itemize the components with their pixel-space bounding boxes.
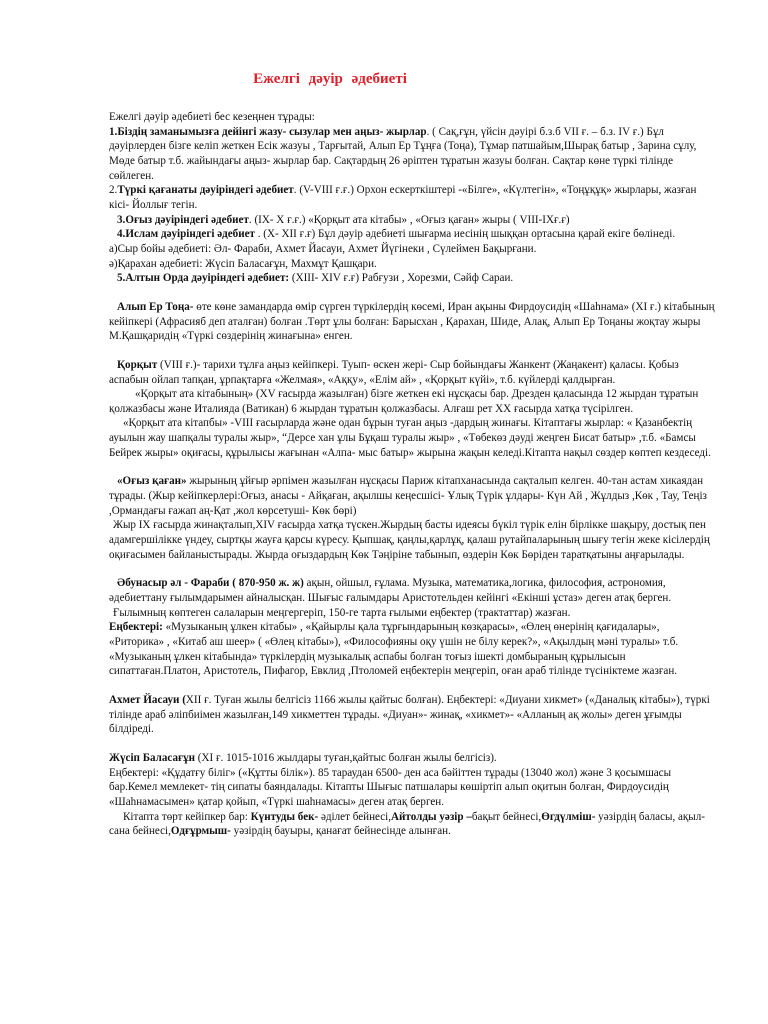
document-body [109,110,715,839]
period-5-heading: 5.Алтын Орда дәуіріндегі әдебиет: [117,272,290,285]
yasawi-paragraph: Ахмет Йасауи (XII ғ. Туған жылы белгісіз 1166 жылы қайтыс болған). Еңбектері: «Диуани хикмет» («Даналық кітабы»), түркі тілінде араб әліпбиімен жазылған,149 хикметтен тұрады. «Диуан»- жинақ, «хикмет»- «Алланың ақ жолы» деген ұғымды білдіреді. [109,693,710,736]
korkyt-paragraph: Қорқыт (VIII ғ.)- тарихи тұлға аңыз кейіпкері. Туып- өскен жері- Сыр бойындағы Жанкент (Жаңакент) қаласы. Қобыз аспабын ойлап тапқан, ұрпақтарға «Желмая», «Аққу», «Елім ай» , «Қорқыт күйі», т.б. күйлерді қалдырған. [109,358,679,386]
farabi-works-label: Еңбектері: [109,621,163,634]
balasagun-heading: Жүсіп Баласағұн [109,751,196,764]
farabi-works-paragraph: Еңбектері: «Музыканың ұлкен кітабы» , «Қайырлы қала тұрғындарының көзқарасы», «Өлең өнерінің қағидалары», «Риторика» , «Китаб аш шеер» ( «Өлең кітабы»), «Философияны оқу үшін не білу керек?», «Ақылдың мәні туралы» т.б. [109,621,679,648]
alyp-heading: Алып Ер Тоңа- [117,300,194,313]
period-1-heading: 1.Біздің заманымызға дейінгі жазу- сызулар мен аңыз- жырлар [109,125,427,138]
period-2-heading: Түркі қағанаты дәуіріндегі әдебиет [117,184,294,197]
korkyt-book-paragraph: «Қорқыт ата кітапбы» -VIII ғасырларда және одан бұрын туған аңыз -дардың жинағы. Кітаптағы жырлар: « Қазанбектің ауылын жау шапқалы туралы жыр», “Дерсе хан ұлы Бұқаш туралы жыр» , «Төбекөз дәуді жеңген Бисат батыр» ,т.б. «Бамсы Бейрек жыры» оқиғасы, құрылысы жағынан «Алпа- мыс батыр» жырына жақын келеді.Кітапта нақыл сөздер көптеп кездеседі. [109,417,711,459]
farabi-science-paragraph: Ғылымның көптеген салаларын меңгергеріп, 150-ге тарта ғылыми еңбектер (трактаттар) жазған. [113,606,571,619]
balasagun-works-paragraph: Еңбектері: «Құдатғу біліг» («Құтты білік»). 85 тараудан 6500- ден аса бәйіттен тұрады (13040 жол) және 3 қосымшасы бар.Кемел мемлекет- тің сипаты баяндалады. Кітапты Шығыс патшалары көшіртіп алып оқитын болған, Фирдоусидің «Шаһнамасымен» қатар қойып, «Түркі шаһнамасы» деген атақ берген. [109,766,672,808]
korkyt-heading: Қорқыт [117,358,158,371]
period-2-paragraph: 2.Түркі қағанаты дәуіріндегі әдебиет. (V-VIII ғ.ғ.) Орхон ескерткіштері -«Білге», «Күлтегін», «Тоңұқұқ» жырлары, жазған кісі- Йоллығ тегін. [109,184,697,211]
alyp-paragraph: Алып Ер Тоңа- өте көне замандарда өмір сүрген түркілердің көсемі, Иран ақыны Фирдоусидің «Шаһнама» (XI ғ.) кітабының кейіпкері (Афрасияб деп аталған) болған .Төрт ұлы болған: Барысхан , Қарахан, Шиде, Алақ, Алып Ер Тоңаны жоқтау жыры М.Қашқаридің «Түркі сөздерінің жинағына» енген. [109,300,715,343]
period-3-paragraph: 3.Оғыз дәуіріндегі әдебиет. (IX- X ғ.ғ.) «Қорқыт ата кітабы» , «Оғыз қаған» жыры ( VIII-IXғ.ғ) [117,213,570,226]
period-5-paragraph: 5.Алтын Орда дәуіріндегі әдебиет: (XIII- XIV ғ.ғ) Рабғузи , Хорезми, Сәйф Сараи. [117,272,514,285]
period-3-heading: 3.Оғыз дәуіріндегі әдебиет [117,213,249,226]
period-1-paragraph: 1.Біздің заманымызға дейінгі жазу- сызулар мен аңыз- жырлар. ( Сақ,ғұн, үйсін дәуірі б.з.б VII ғ. – б.з. IV ғ.) Бұл дәуірлерден бізге келіп жеткен Есік жазуы , Тарғытай, Алып Ер Тұңға (Тоңа), Тұмар патшайым,Шырақ батыр , Зарина сұлу, Мөде батыр т.б. жайындағы аңыз- жырлар бар. Сақтардың 26 әріптен тұратын жазуы болған. Сақтар көне түркі тілінде сөйлеген. [109,125,697,182]
period-4-sub-a: а)Сыр бойы әдебиеті: Әл- Фараби, Ахмет Йасауи, Ахмет Йүгінеки , Сүлеймен Бақырғани. [109,242,537,255]
period-4-heading: 4.Ислам дәуіріндегі әдебиет [117,228,255,241]
balasagun-characters-paragraph: Кітапта төрт кейіпкер бар: Күнтуды бек- әділет бейнесі,Айтолды уәзір –бақыт бейнесі,Өгдүлміш- уәзірдің баласы, ақыл- сана бейнесі,Одғұрмыш- уәзірдің бауыры, қанағат бейнесінде алынған. [109,810,705,838]
yasawi-heading: Ахмет Йасауи ( [109,693,186,706]
farabi-paragraph: Әбунасыр әл - Фараби ( 870-950 ж. ж) ақын, ойшыл, ғұлама. Музыка, математика,логика, философия, астрономия, әдебиеттану ғылымдарымен айналысқан. Шығыс ғалымдары Аристотельден кейінгі «Екінші ұстаз» деген атақ берген. [109,577,672,605]
farabi-heading: Әбунасыр әл - Фараби ( 870-950 ж. ж) [117,577,304,590]
intro-line: Ежелгі дәуір әдебиеті бес кезеңнен тұрады: [109,111,315,123]
oguz-paragraph: «Оғыз қаған» жырының ұйғыр әрпімен жазылған нұсқасы Париж кітапханасында сақталып келген. 40-тан астам хикаядан тұрады. (Жыр кейіпкерлері:Оғыз, анасы - Айқаған, ақылшы кеңесшісі- Ұлық Түрік ұлдары- Күн Ай , Жұлдыз ,Көк , Тау, Теңіз ,Ормандағы ғажап аң-Қат ,жол көрсетуші- Көк бөрі) [109,475,707,517]
document-title: Ежелгі дәуір әдебиеті [253,71,407,87]
balasagun-paragraph: Жүсіп Баласағұн (XI ғ. 1015-1016 жылдары туған,қайтыс болған жылы белгісіз). [109,751,497,764]
oguz-idea-paragraph: Жыр IX ғасырда жинақталып,XIV ғасырда хатқа түскен.Жырдың басты идеясы бүкіл түрік елін бірлікке шақыру, достық пен адамгершілікке үндеу, сыртқы жауға қарсы күресу. Қыпшақ, қаңлы,қарлұқ, қалаш рутайпаларының шығу тегін жеке кісілердің оқиғасымен байланыстырады. Жырда оғыздардың Көк Тәңіріне табынып, өздерін Көк Бөріден таратқатыны аңғарылады. [109,519,710,561]
farabi-music-paragraph: «Музыканың ұлкен кітабында» түркілердің музыкалық аспабы болған тоғыз ішекті домбыраның құрылысын сипаттаған.Платон, Аристотель, Пифагор, Евклид ,Птоломей еңбектерін меңгеріп, оған араб тілінде түсініктеме жазған. [109,650,678,678]
oguz-heading: «Оғыз қаған» [117,475,187,488]
korkyt-manuscripts-paragraph: «Қорқыт ата кітабының» (XV ғасырда жазылған) бізге жеткен екі нұсқасы бар. Дрезден қаласында 12 жырдан тұратын қолжазбасы және Италияда (Ватикан) 6 жырдан тұратын қолжазбасы. Алғаш рет XX ғасырда хатқа түсірілген. [109,388,699,415]
period-4-paragraph: 4.Ислам дәуіріндегі әдебиет . (X- XII ғ.ғ) Бұл дәуір әдебиеті шығарма иесінің шыққан ортасына қарай екіге бөлінеді. [117,228,676,241]
period-4-sub-b: ә)Қарахан әдебиеті: Жүсіп Баласағұн, Махмұт Қашқари. [109,257,377,270]
